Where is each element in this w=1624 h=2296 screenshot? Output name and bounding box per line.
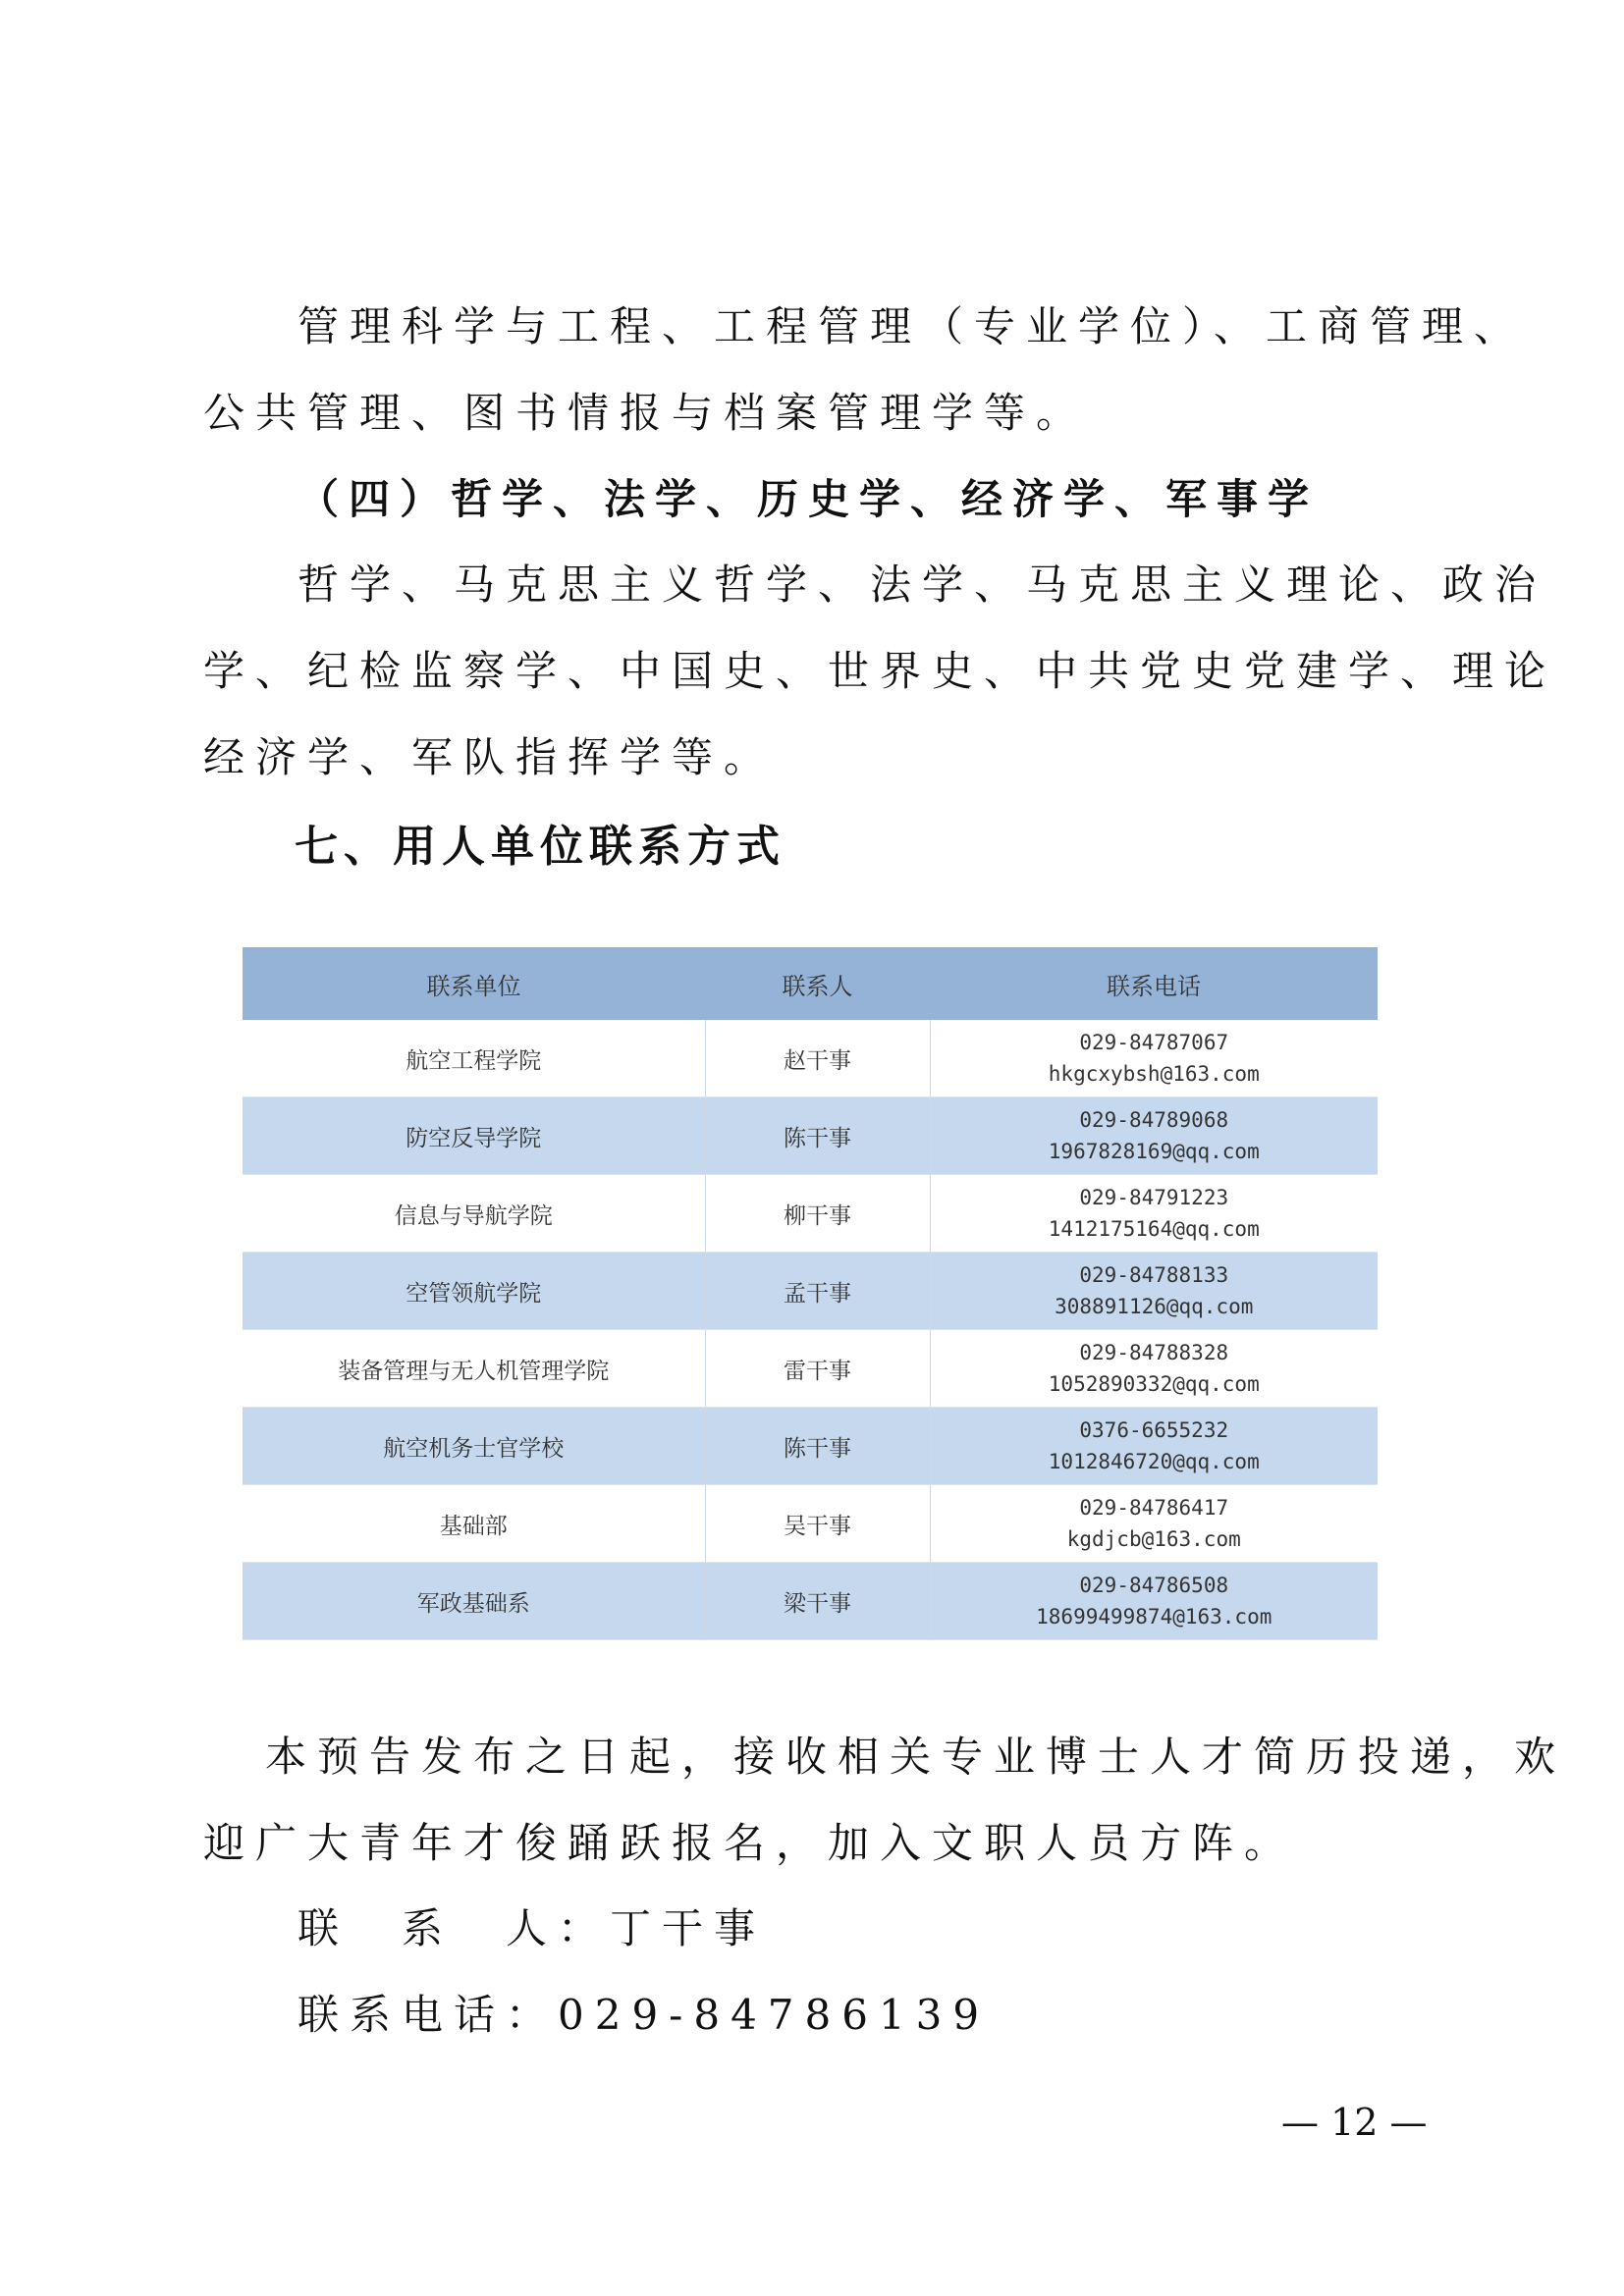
person-cell: 陈干事: [705, 1408, 930, 1485]
contact-cell: [930, 1253, 1378, 1330]
table-header-row: [243, 947, 1378, 1020]
table-row: [243, 1020, 1378, 1097]
page-number: — 12 —: [1281, 2101, 1428, 2144]
contact-cell: [930, 1175, 1378, 1253]
header-phone: 联系电话: [930, 947, 1378, 1020]
unit-cell: 航空机务士官学校: [243, 1408, 705, 1485]
paragraph-line: 公共管理、图书情报与档案管理学等。: [203, 389, 1089, 437]
phone-text: 029-84788328: [1079, 1341, 1229, 1364]
unit-cell: 空管领航学院: [243, 1253, 705, 1330]
paragraph-line: 经济学、军队指挥学等。: [203, 733, 777, 781]
contact-cell: [930, 1330, 1378, 1408]
email-text: kgdjcb@163.com: [1066, 1527, 1241, 1551]
table-row: [243, 1408, 1378, 1485]
table-row: [243, 1097, 1378, 1175]
contact-phone: 联系电话：029-84786139: [298, 1991, 991, 2039]
phone-text: 029-84791223: [1079, 1186, 1229, 1209]
table-row: [243, 1485, 1378, 1563]
email-text: 308891126@qq.com: [1055, 1295, 1254, 1318]
unit-cell: 装备管理与无人机管理学院: [243, 1330, 705, 1408]
person-cell: 孟干事: [705, 1253, 930, 1330]
header-person: 联系人: [705, 947, 930, 1020]
phone-text: 029-84788133: [1079, 1263, 1229, 1287]
section-heading: 七、用人单位联系方式: [295, 822, 785, 872]
contact-person: 联 系 人：丁干事: [298, 1904, 767, 1952]
email-text: 1052890332@qq.com: [1048, 1372, 1260, 1396]
email-text: hkgcxybsh@163.com: [1048, 1062, 1260, 1086]
header-unit: 联系单位: [243, 947, 705, 1020]
contact-cell: [930, 1020, 1378, 1097]
unit-cell: 防空反导学院: [243, 1097, 705, 1175]
table-row: [243, 1563, 1378, 1640]
table-row: [243, 1175, 1378, 1253]
email-text: 1412175164@qq.com: [1048, 1217, 1260, 1241]
contact-cell: [930, 1563, 1378, 1640]
paragraph-line: 迎广大青年才俊踊跃报名，加入文职人员方阵。: [203, 1819, 1297, 1867]
email-text: 1012846720@qq.com: [1048, 1450, 1260, 1473]
unit-cell: 信息与导航学院: [243, 1175, 705, 1253]
person-cell: 吴干事: [705, 1485, 930, 1563]
email-text: 18699499874@163.com: [1036, 1605, 1272, 1629]
email-text: 1967828169@qq.com: [1048, 1140, 1260, 1163]
phone-text: 029-84786508: [1079, 1574, 1229, 1597]
person-cell: 柳干事: [705, 1175, 930, 1253]
paragraph-line: 本预告发布之日起，接收相关专业博士人才简历投递，欢: [265, 1733, 1567, 1781]
phone-text: 029-84787067: [1079, 1031, 1229, 1054]
paragraph-line: 学、纪检监察学、中国史、世界史、中共党史党建学、理论: [203, 647, 1557, 695]
contacts-table: [243, 947, 1378, 1640]
person-cell: 陈干事: [705, 1097, 930, 1175]
contact-cell: [930, 1408, 1378, 1485]
unit-cell: 基础部: [243, 1485, 705, 1563]
unit-cell: 航空工程学院: [243, 1020, 705, 1097]
phone-text: 029-84786417: [1079, 1496, 1229, 1520]
contact-cell: [930, 1485, 1378, 1563]
table-row: [243, 1253, 1378, 1330]
person-cell: 梁干事: [705, 1563, 930, 1640]
paragraph-line: 管理科学与工程、工程管理（专业学位）、工商管理、: [298, 302, 1527, 350]
paragraph-line: 哲学、马克思主义哲学、法学、马克思主义理论、政治: [298, 561, 1547, 609]
phone-text: 0376-6655232: [1079, 1418, 1229, 1442]
sub-heading: （四）哲学、法学、历史学、经济学、军事学: [298, 475, 1320, 523]
unit-cell: 军政基础系: [243, 1563, 705, 1640]
table-row: [243, 1330, 1378, 1408]
person-cell: 雷干事: [705, 1330, 930, 1408]
person-cell: 赵干事: [705, 1020, 930, 1097]
contact-cell: [930, 1097, 1378, 1175]
phone-text: 029-84789068: [1079, 1108, 1229, 1132]
